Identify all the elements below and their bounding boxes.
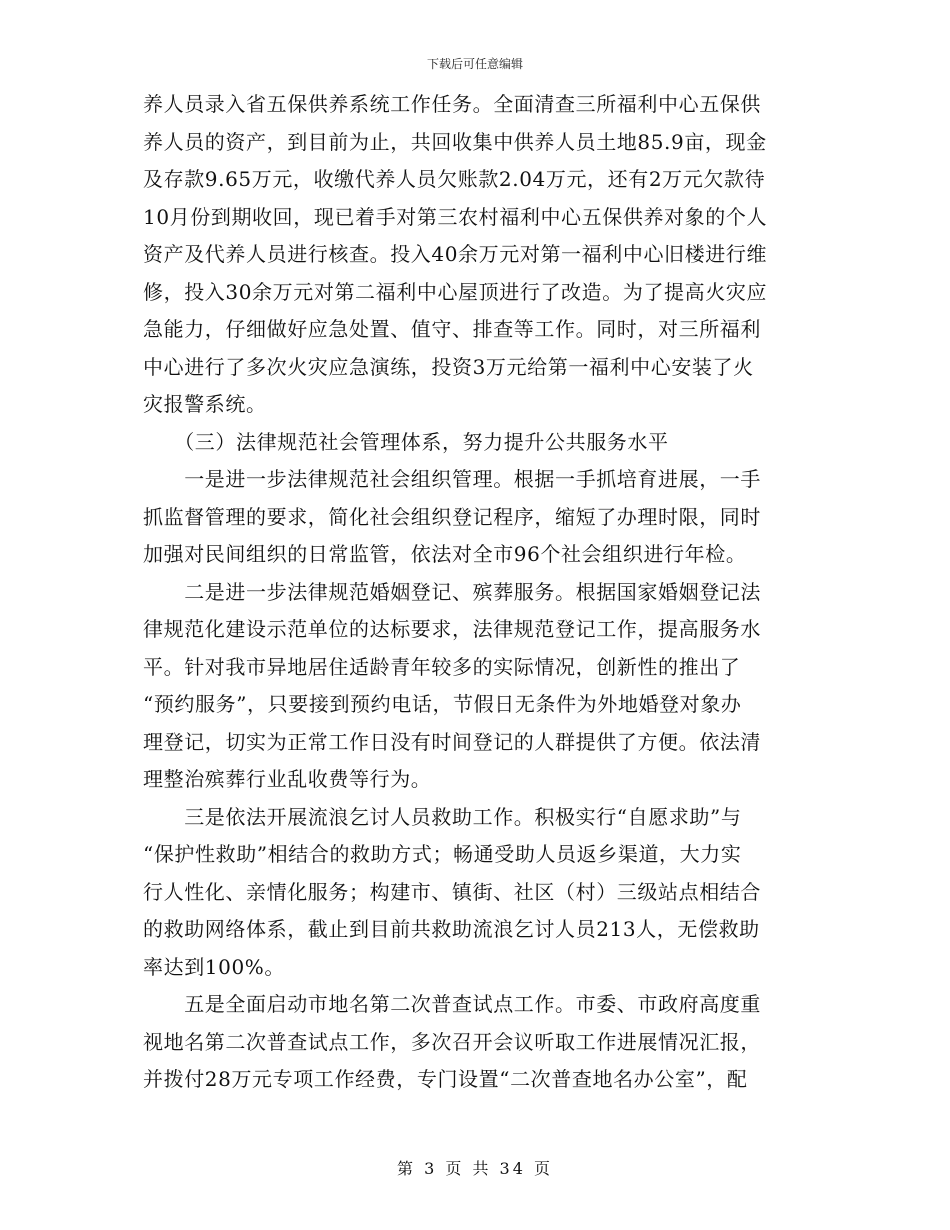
document-body — [143, 86, 807, 1099]
text-line: 急能力，仔细做好应急处置、值守、排查等工作。同时，对三所福利 — [143, 317, 761, 341]
text-line: 二是进一步法律规范婚姻登记、殡葬服务。根据国家婚姻登记法 — [143, 579, 761, 604]
text-line: 三是依法开展流浪乞讨人员救助工作。积极实行“自愿求助”与 — [143, 804, 742, 829]
text-line: 并拨付28万元专项工作经费，专门设置“二次普查地名办公室”，配 — [143, 1067, 748, 1091]
text-line: 修，投入30余万元对第二福利中心屋顶进行了改造。为了提高火灾应 — [143, 279, 768, 304]
text-line: “保护性救助”相结合的救助方式；畅通受助人员返乡渠道，大力实 — [143, 842, 742, 866]
text-line: 视地名第二次普查试点工作，多次召开会议听取工作进展情况汇报， — [143, 1029, 761, 1054]
text-line: 10月份到期收回，现已着手对第三农村福利中心五保供养对象的个人 — [143, 204, 768, 229]
text-line: 灾报警系统。 — [143, 392, 267, 416]
text-line: 平。针对我市异地居住适龄青年较多的实际情况，创新性的推出了 — [143, 654, 741, 679]
text-line: 抓监督管理的要求，简化社会组织登记程序，缩短了办理时限，同时 — [143, 504, 761, 529]
text-line: 一是进一步法律规范社会组织管理。根据一手抓培育进展，一手 — [143, 467, 761, 491]
text-line: 五是全面启动市地名第二次普查试点工作。市委、市政府高度重 — [143, 992, 761, 1016]
text-line: 养人员录入省五保供养系统工作任务。全面清查三所福利中心五保供 — [143, 92, 761, 116]
section-heading: （三）法律规范社会管理体系，努力提升公共服务水平 — [143, 429, 669, 454]
text-line: 加强对民间组织的日常监管，依法对全市96个社会组织进行年检。 — [143, 542, 747, 566]
text-line: “预约服务”，只要接到预约电话，节假日无条件为外地婚登对象办 — [143, 692, 742, 716]
text-line: 行人性化、亲情化服务；构建市、镇街、社区（村）三级站点相结合 — [143, 879, 761, 904]
text-line: 律规范化建设示范单位的达标要求，法律规范登记工作，提高服务水 — [143, 617, 761, 641]
text-line: 的救助网络体系，截止到目前共救助流浪乞讨人员213人，无偿救助 — [143, 917, 760, 941]
header-note: 下载后可任意编辑 — [426, 57, 523, 71]
text-line: 中心进行了多次火灾应急演练，投资3万元给第一福利中心安装了火 — [143, 354, 754, 379]
text-line: 理登记，切实为正常工作日没有时间登记的人群提供了方便。依法清 — [143, 729, 761, 754]
text-line: 养人员的资产，到目前为止，共回收集中供养人员土地85.9亩，现金 — [143, 129, 767, 154]
text-line: 及存款9.65万元，收缴代养人员欠账款2.04万元，还有2万元欠款待 — [143, 167, 766, 191]
text-line: 率达到100%。 — [143, 954, 285, 979]
text-line: 理整治殡葬行业乱收费等行为。 — [143, 767, 432, 791]
page-number-footer: 第 3 页 共 34 页 — [397, 1159, 553, 1178]
text-line: 资产及代养人员进行核查。投入40余万元对第一福利中心旧楼进行维 — [143, 242, 768, 266]
